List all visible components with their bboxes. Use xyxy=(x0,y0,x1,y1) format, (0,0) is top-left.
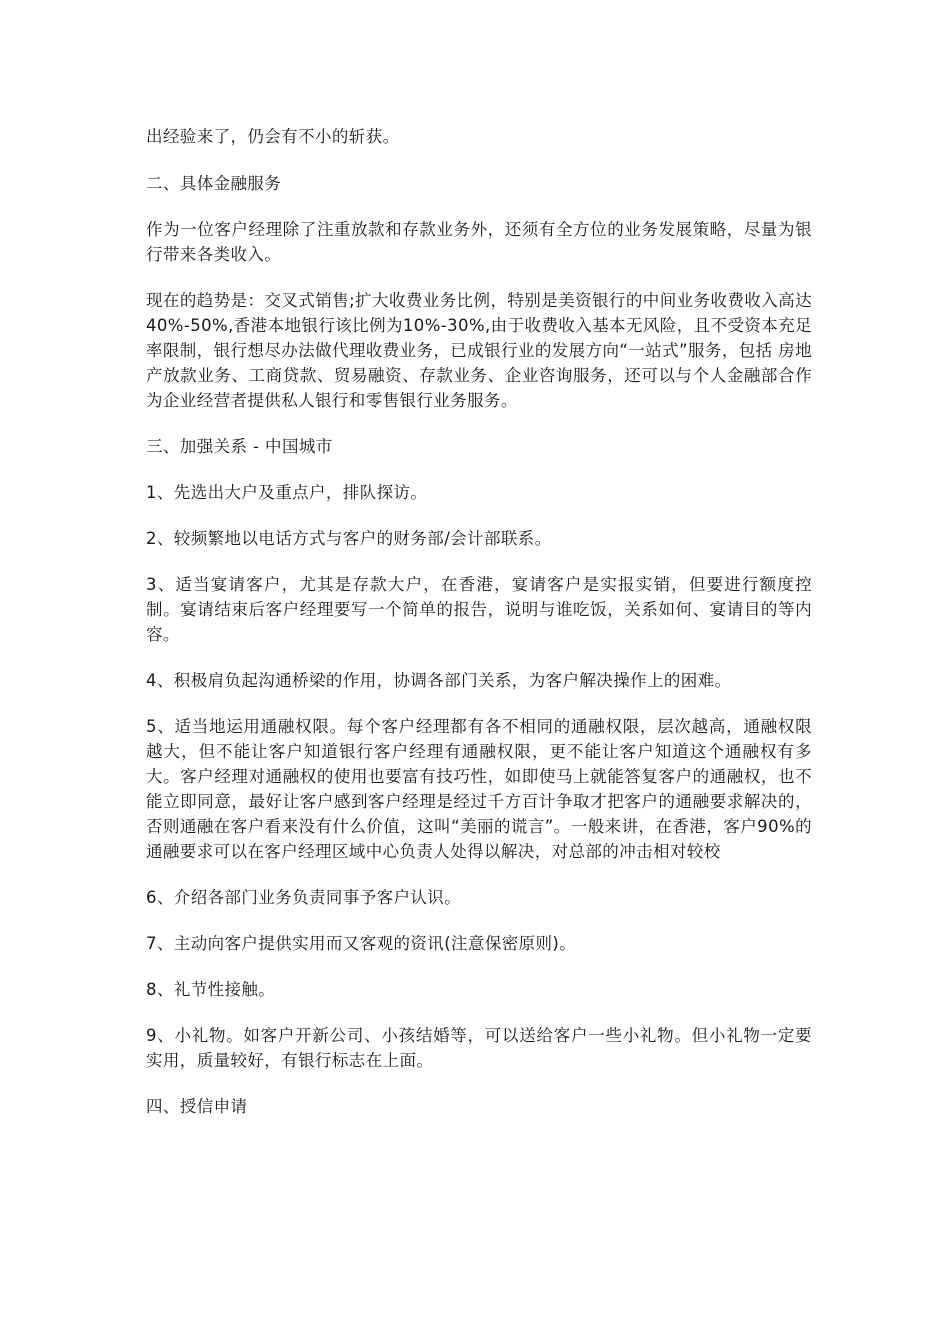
list-item-3: 3、适当宴请客户，尤其是存款大户，在香港，宴请客户是实报实销，但要进行额度控制。宴请结束后客户经理要写一个简单的报告，说明与谁吃饭，关系如何、宴请目的等内容。 xyxy=(146,575,812,644)
list-item-7: 7、主动向客户提供实用而又客观的资讯(注意保密原则)。 xyxy=(146,934,577,953)
list-item-4: 4、积极肩负起沟通桥梁的作用，协调各部门关系，为客户解决操作上的困难。 xyxy=(146,671,732,690)
list-item-8: 8、礼节性接触。 xyxy=(146,980,276,999)
list-item-6: 6、介绍各部门业务负责同事予客户认识。 xyxy=(146,888,462,907)
section-heading-financial-services: 二、具体金融服务 xyxy=(146,174,282,193)
paragraph-current-trends: 现在的趋势是：交叉式销售;扩大收费业务比例，特别是美资银行的中间业务收费收入高达40%-50%,香港本地银行该比例为10%-30%,由于收费收入基本无风险，且不受资本充足率限制，银行想尽办法做代理收费业务，已成银行业的发展方向“一站式”服务，包括 房地产放款业务、工商贷款、贸易融资、存款业务、企业咨询服务，还可以与个人金融部合作为企业经营者提供私人银行和零售银行业务服务。 xyxy=(146,291,812,410)
list-item-1: 1、先选出大户及重点户，排队探访。 xyxy=(146,483,428,502)
list-item-2: 2、较频繁地以电话方式与客户的财务部/会计部联系。 xyxy=(146,529,552,548)
section-heading-strengthen-relations: 三、加强关系 - 中国城市 xyxy=(146,437,333,456)
section-heading-credit-application: 四、授信申请 xyxy=(146,1097,248,1116)
list-item-9: 9、小礼物。如客户开新公司、小孩结婚等，可以送给客户一些小礼物。但小礼物一定要实用，质量较好，有银行标志在上面。 xyxy=(146,1026,812,1070)
paragraph-continuation: 出经验来了，仍会有不小的斩获。 xyxy=(146,127,400,146)
document-body xyxy=(146,124,812,1140)
paragraph-account-manager-strategy: 作为一位客户经理除了注重放款和存款业务外，还须有全方位的业务发展策略，尽量为银行带来各类收入。 xyxy=(146,220,812,264)
list-item-5: 5、适当地运用通融权限。每个客户经理都有各不相同的通融权限，层次越高，通融权限越大，但不能让客户知道银行客户经理有通融权限，更不能让客户知道这个通融权有多大。客户经理对通融权的使用也要富有技巧性，如即使马上就能答复客户的通融权，也不能立即同意，最好让客户感到客户经理是经过千方百计争取才把客户的通融要求解决的，否则通融在客户看来没有什么价值，这叫“美丽的谎言”。一般来讲，在香港，客户90%的通融要求可以在客户经理区域中心负责人处得以解决，对总部的冲击相对较校 xyxy=(146,717,812,861)
